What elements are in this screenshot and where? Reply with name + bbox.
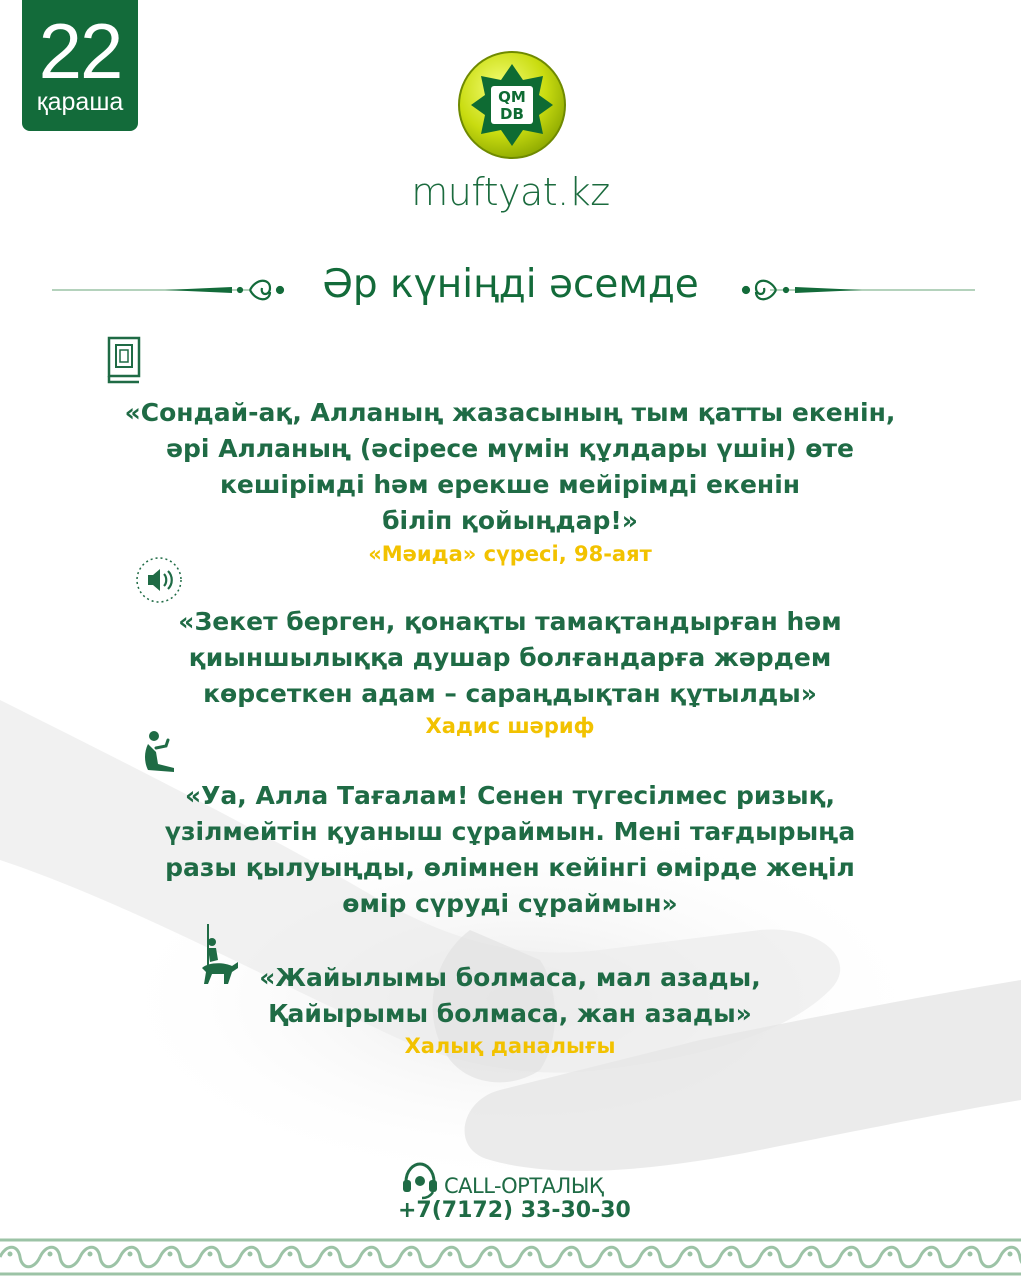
footer-dot-motif xyxy=(528,1252,533,1257)
quote-proverb xyxy=(60,960,960,1032)
speaker-icon xyxy=(134,555,184,605)
qmdb-logo-graphic xyxy=(457,50,567,160)
footer-dot-motif xyxy=(328,1252,333,1257)
footer-dot-motif xyxy=(808,1252,813,1257)
logo-text-bottom: DB xyxy=(500,105,524,123)
quote-line: «Уа, Алла Тағалам! Сенен түгесілмес ризық, xyxy=(184,781,836,810)
footer-dot-motif xyxy=(488,1252,493,1257)
qmdb-logo xyxy=(457,50,567,160)
quote-line: «Жайылымы болмаса, мал азады, xyxy=(259,963,761,992)
footer-dot-motif xyxy=(128,1252,133,1257)
footer-dot-motif xyxy=(168,1252,173,1257)
quote-line: әрі Алланың (әсіресе мүмін құлдары үшін) өте xyxy=(166,434,854,463)
call-center-label: CALL-ОРТАЛЫҚ xyxy=(444,1174,604,1198)
quote-line: «Сондай-ақ, Алланың жазасының тым қатты екенін, xyxy=(124,398,896,427)
date-badge xyxy=(22,0,138,131)
footer-dot-motif xyxy=(728,1252,733,1257)
footer-dot-motif xyxy=(248,1252,253,1257)
source-proverb: Халық даналығы xyxy=(404,1034,616,1058)
footer-dot-motif xyxy=(48,1252,53,1257)
footer-dot-motif xyxy=(408,1252,413,1257)
headset-icon xyxy=(400,1160,440,1200)
quote-ayah xyxy=(60,395,960,539)
footer-dot-motif xyxy=(8,1252,13,1257)
section-title: Әр күніңді әсемде xyxy=(322,262,699,307)
footer-dot-motif xyxy=(928,1252,933,1257)
logo-text-top: QM xyxy=(498,88,526,106)
footer-dot-motif xyxy=(608,1252,613,1257)
footer-dot-motif xyxy=(848,1252,853,1257)
quote-line: көрсеткен адам – сараңдықтан құтылды» xyxy=(203,679,817,708)
quote-line: кешірімді һәм ерекше мейірімді екенін xyxy=(219,470,801,499)
quote-line: Қайырымы болмаса, жан азады» xyxy=(268,999,752,1028)
footer-dot-motif xyxy=(208,1252,213,1257)
footer-dot-motif xyxy=(688,1252,693,1257)
source-ayah: «Мәида» сүресі, 98-аят xyxy=(368,542,652,566)
footer-dot-motif xyxy=(288,1252,293,1257)
footer-dot-motif xyxy=(888,1252,893,1257)
praying-person-icon xyxy=(140,728,180,776)
call-center-phone[interactable]: +7(7172) 33-30-30 xyxy=(398,1198,631,1223)
quote-line: біліп қойыңдар!» xyxy=(382,506,638,535)
quote-line: өмір сүруді сұраймын» xyxy=(342,889,678,918)
quote-line: «Зекет берген, қонақты тамақтандырған һәм xyxy=(178,607,842,636)
date-month: қараша xyxy=(36,88,124,116)
quote-line: үзілмейтін қуаныш сұраймын. Мені тағдырыңа xyxy=(164,817,856,846)
footer-ornament-border xyxy=(0,1230,1021,1280)
quote-line: қиыншылыққа душар болғандарға жәрдем xyxy=(188,643,832,672)
footer-dot-motif xyxy=(968,1252,973,1257)
footer-dot-motif xyxy=(368,1252,373,1257)
quran-book-icon xyxy=(106,336,142,384)
footer-dot-motif xyxy=(88,1252,93,1257)
quote-dua xyxy=(60,778,960,922)
date-day: 22 xyxy=(38,7,122,95)
site-name: muftyat.kz xyxy=(411,170,610,214)
footer-dot-motif xyxy=(768,1252,773,1257)
call-center xyxy=(398,1160,638,1226)
source-hadith: Хадис шәриф xyxy=(425,714,595,738)
footer-dot-motif xyxy=(568,1252,573,1257)
quote-line: разы қылуыңды, өлімнен кейінгі өмірде жеңіл xyxy=(165,853,855,882)
footer-dot-motif xyxy=(1008,1252,1013,1257)
footer-dot-motif xyxy=(448,1252,453,1257)
footer-dot-motif xyxy=(648,1252,653,1257)
quote-hadith xyxy=(60,604,960,712)
